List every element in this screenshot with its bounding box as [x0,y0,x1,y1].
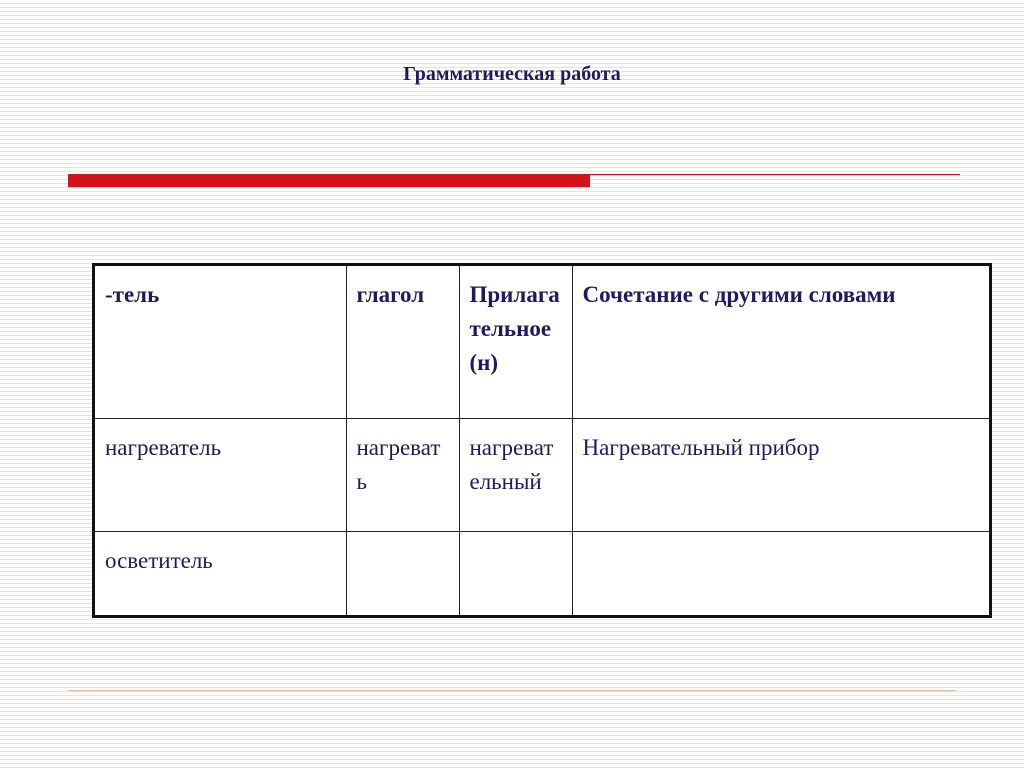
table-cell [346,531,459,615]
slide-title: Грамматическая работа [403,63,621,85]
table-row [95,418,989,531]
header-cell-adjective: Прилагательное (н) [459,266,572,418]
bottom-divider [68,690,956,691]
table-header-row [95,266,989,418]
table-cell [459,531,572,615]
header-cell-verb: глагол [346,266,459,418]
table-cell: нагреватель [95,418,346,531]
table-cell: Нагревательный прибор [572,418,989,531]
thin-accent-line [590,174,960,175]
table-cell [572,531,989,615]
table-row [95,531,989,615]
red-accent-bar [68,174,590,187]
header-cell-suffix: -тель [95,266,346,418]
header-cell-combination: Сочетание с другими словами [572,266,989,418]
table-grid [95,266,989,615]
table-cell: нагревать [346,418,459,531]
table-cell: осветитель [95,531,346,615]
grammar-table [92,263,992,618]
table-cell: нагревательный [459,418,572,531]
